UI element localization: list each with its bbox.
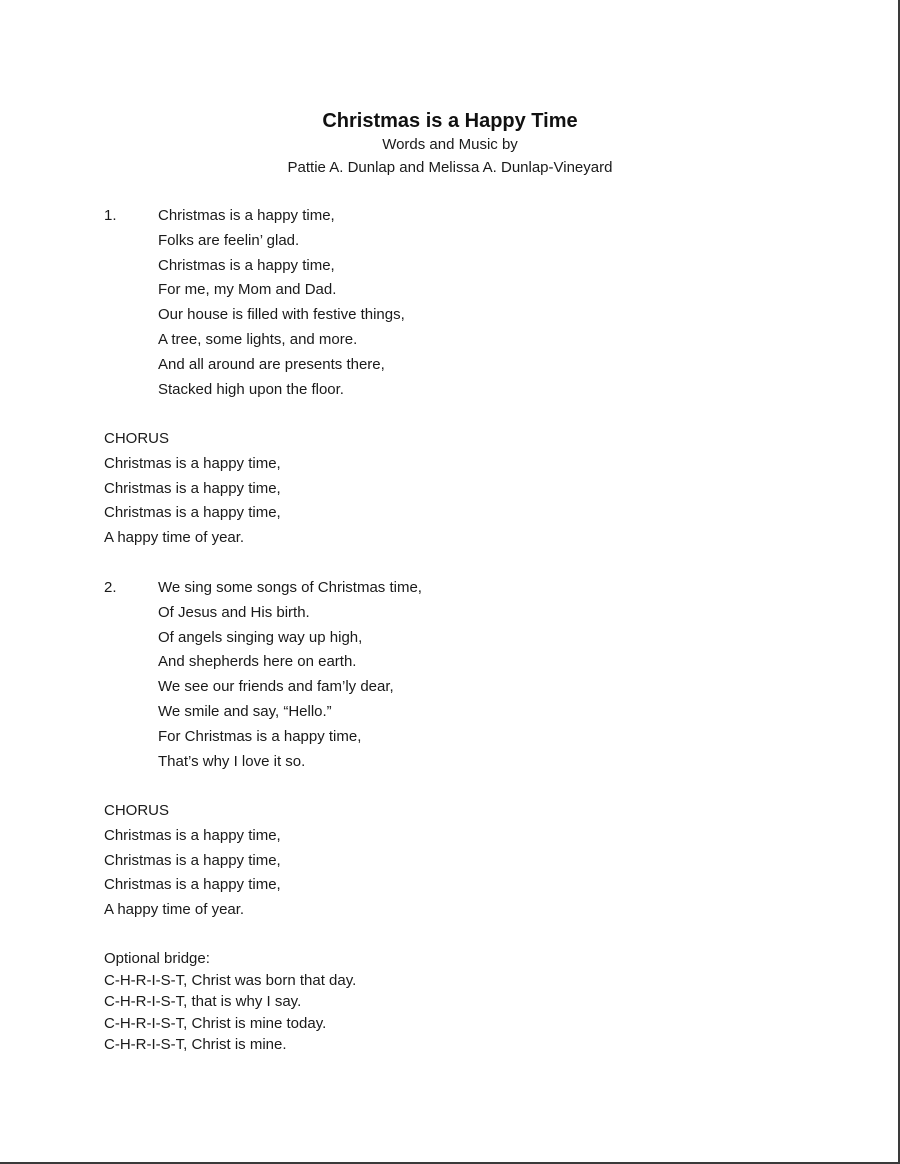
lyric-line: We smile and say, “Hello.” [158,702,332,720]
song-credit-line: Words and Music by [382,136,518,153]
chorus-label: CHORUS [104,430,170,447]
lyric-line: Christmas is a happy time, [104,454,281,472]
song-title: Christmas is a Happy Time [322,110,578,132]
verse-number: 1. [104,207,117,224]
verse-lines [158,576,422,774]
lyric-line: A happy time of year. [104,529,245,547]
lyric-line: Our house is filled with festive things, [158,306,405,324]
lyric-line: Of angels singing way up high, [158,628,363,646]
lyric-line: And all around are presents there, [158,355,385,373]
lyric-line: Christmas is a happy time, [104,504,281,522]
lyric-line: Christmas is a happy time, [104,479,281,497]
lyric-line: C-H-R-I-S-T, Christ was born that day. [104,971,357,989]
lyric-line: For Christmas is a happy time, [158,727,362,745]
chorus-label: CHORUS [104,802,170,819]
verse-lines [158,204,405,402]
lyric-line: Christmas is a happy time, [104,826,281,844]
lyric-line: Of Jesus and His birth. [158,603,310,621]
lyric-line: We see our friends and fam’ly dear, [158,678,394,696]
verse-number: 2. [104,579,117,596]
lyric-line: Christmas is a happy time, [104,876,281,894]
bridge-label: Optional bridge: [104,950,210,967]
song-authors: Pattie A. Dunlap and Melissa A. Dunlap-Vineyard [287,159,613,176]
lyric-line: That’s why I love it so. [158,752,306,770]
lyric-line: C-H-R-I-S-T, Christ is mine today. [104,1014,327,1032]
lyric-line: A tree, some lights, and more. [158,330,358,348]
lyric-line: C-H-R-I-S-T, that is why I say. [104,993,302,1010]
lyric-line: We sing some songs of Christmas time, [158,579,422,596]
lyric-line: C-H-R-I-S-T, Christ is mine. [104,1036,287,1053]
lyric-line: Christmas is a happy time, [158,256,335,274]
lyric-line: Stacked high upon the floor. [158,380,344,398]
lyric-line: Christmas is a happy time, [104,851,281,869]
lyric-line: And shepherds here on earth. [158,653,357,671]
lyric-line: Folks are feelin’ glad. [158,231,300,249]
lyric-line: Christmas is a happy time, [158,207,335,224]
chorus-1 [104,427,281,551]
lyric-line: For me, my Mom and Dad. [158,281,337,299]
chorus-2 [104,799,281,923]
optional-bridge [104,948,356,1056]
lyric-line: A happy time of year. [104,901,245,919]
